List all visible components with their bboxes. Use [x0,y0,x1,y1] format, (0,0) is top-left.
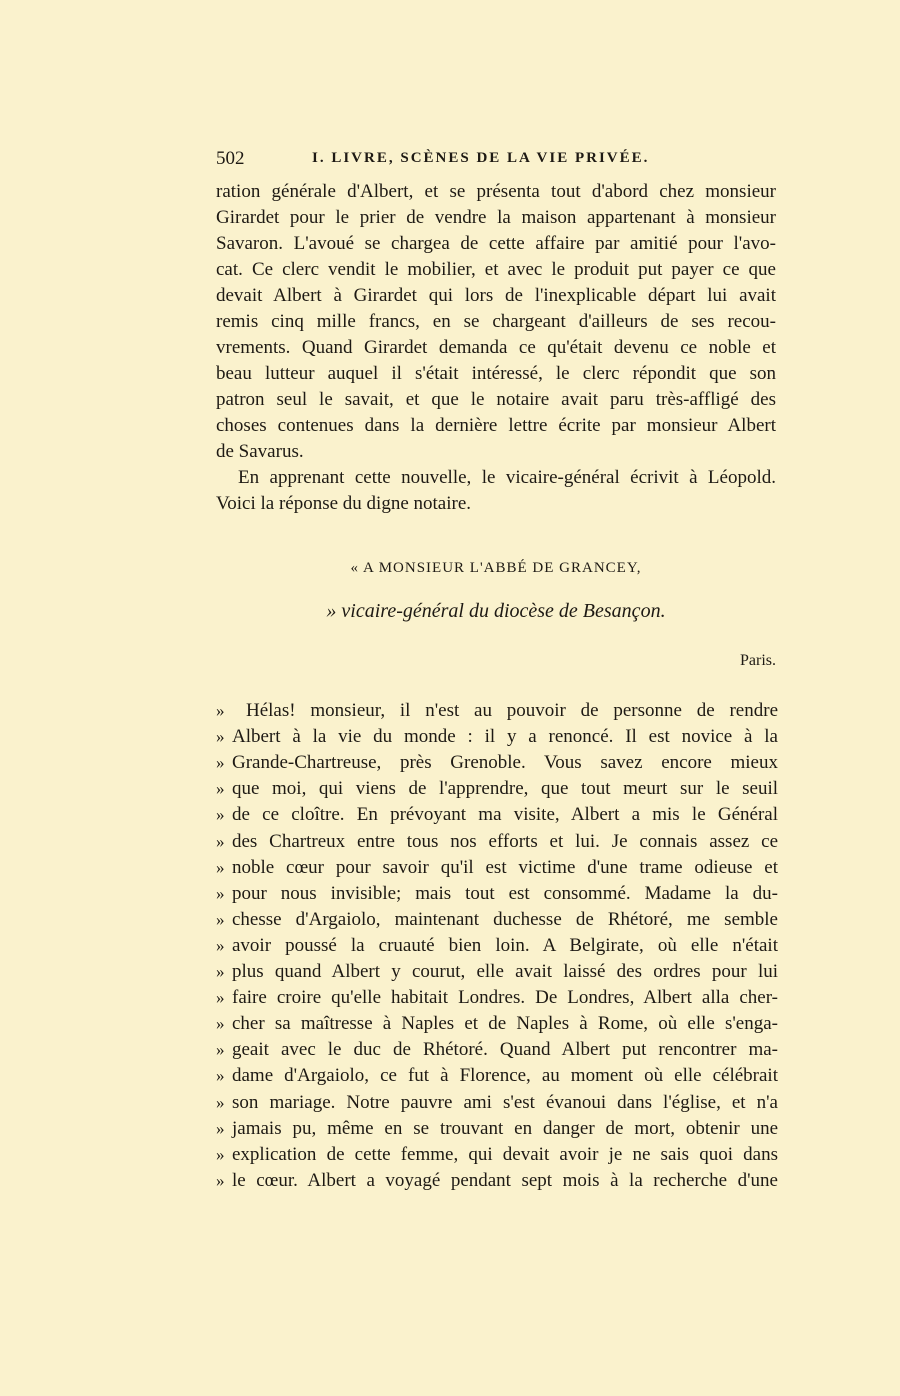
text-line: vrements. Quand Girardet demanda ce qu'était devenu ce noble et [216,337,776,358]
letter-line: que moi, qui viens de l'apprendre, que tout meurt sur le seuil [232,778,778,800]
quote-mark: » [216,857,225,877]
letter-line: plus quand Albert y courut, elle avait laissé des ordres pour lui [232,961,778,982]
quote-mark: » [216,805,225,825]
text-line: Savaron. L'avoué se chargea de cette affaire par amitié pour l'avo- [216,233,776,254]
quote-mark: » [216,1144,225,1164]
quote-mark: » [216,779,225,799]
letter-line: avoir poussé la cruauté bien loin. A Belgirate, où elle n'était [232,934,778,956]
text-line: devait Albert à Girardet qui lors de l'inexplicable départ lui avait [216,285,776,306]
letter-address-line1: « A MONSIEUR L'ABBÉ DE GRANCEY, [350,560,642,576]
text-line: Girardet pour le prier de vendre la maison appartenant à monsieur [216,207,776,228]
letter-line: de ce cloître. En prévoyant ma visite, Albert a mis le Général [232,804,778,826]
letter-line: le cœur. Albert a voyagé pendant sept mois à la recherche d'une [232,1169,778,1191]
letter-line: noble cœur pour savoir qu'il est victime d'une trame odieuse et [232,856,778,878]
letter-line: Grande-Chartreuse, près Grenoble. Vous savez encore mieux [232,752,778,774]
letter-line: son mariage. Notre pauvre ami s'est évanoui dans l'église, et n'a [232,1091,778,1113]
quote-mark: » [216,831,225,851]
letter-line: pour nous invisible; mais tout est consommé. Madame la du- [232,882,778,904]
letter-line: geait avec le duc de Rhétoré. Quand Albert put rencontrer ma- [232,1039,778,1061]
letter-line: des Chartreux entre tous nos efforts et lui. Je connais assez ce [232,830,778,852]
text-line: patron seul le savait, et que le notaire avait paru très-affligé des [216,389,776,410]
quote-mark: » [216,988,225,1008]
quote-mark: » [216,935,225,955]
text-line: Voici la réponse du digne notaire. [216,493,472,514]
quote-mark: » [216,909,225,929]
letter-line: chesse d'Argaiolo, maintenant duchesse de Rhétoré, me semble [232,908,778,930]
letter-line: explication de cette femme, qui devait avoir je ne sais quoi dans [232,1143,778,1165]
quote-mark: » [216,1040,225,1060]
letter-address-line2: » vicaire-général du diocèse de Besançon. [326,600,666,622]
letter-line: cher sa maîtresse à Naples et de Naples à Rome, où elle s'enga- [232,1013,778,1035]
quote-mark: » [216,1170,225,1190]
quote-mark: » [216,1066,225,1086]
letter-line: Hélas! monsieur, il n'est au pouvoir de personne de rendre [246,700,778,721]
text-line: cat. Ce clerc vendit le mobilier, et avec le produit put payer ce que [216,259,776,280]
text-line: remis cinq mille francs, en se chargeant d'ailleurs de ses recou- [216,311,776,332]
letter-line: Albert à la vie du monde : il y a renoncé. Il est novice à la [232,726,778,748]
quote-mark: » [216,883,225,903]
text-line: choses contenues dans la dernière lettre écrite par monsieur Albert [216,415,776,436]
quote-mark: » [216,1092,225,1112]
text-line: En apprenant cette nouvelle, le vicaire-général écrivit à Léopold. [238,467,776,488]
letter-line: dame d'Argaiolo, ce fut à Florence, au moment où elle célébrait [232,1065,778,1087]
quote-mark: » [216,1118,225,1138]
quote-mark: » [216,701,225,720]
quote-mark: » [216,727,225,747]
text-line: de Savarus. [216,441,304,462]
quote-mark: » [216,962,225,981]
running-title: I. LIVRE, SCÈNES DE LA VIE PRIVÉE. [312,150,650,166]
letter-line: jamais pu, même en se trouvant en danger de mort, obtenir une [232,1117,778,1139]
quote-mark: » [216,1014,225,1034]
text-line: ration générale d'Albert, et se présenta tout d'abord chez monsieur [216,181,776,202]
page-number: 502 [216,148,245,169]
running-header [216,148,776,174]
letter-place: Paris. [740,652,776,669]
text-line: beau lutteur auquel il s'était intéressé, le clerc répondit que son [216,363,776,384]
letter-line: faire croire qu'elle habitait Londres. De Londres, Albert alla cher- [232,987,778,1009]
quote-mark: » [216,753,225,773]
